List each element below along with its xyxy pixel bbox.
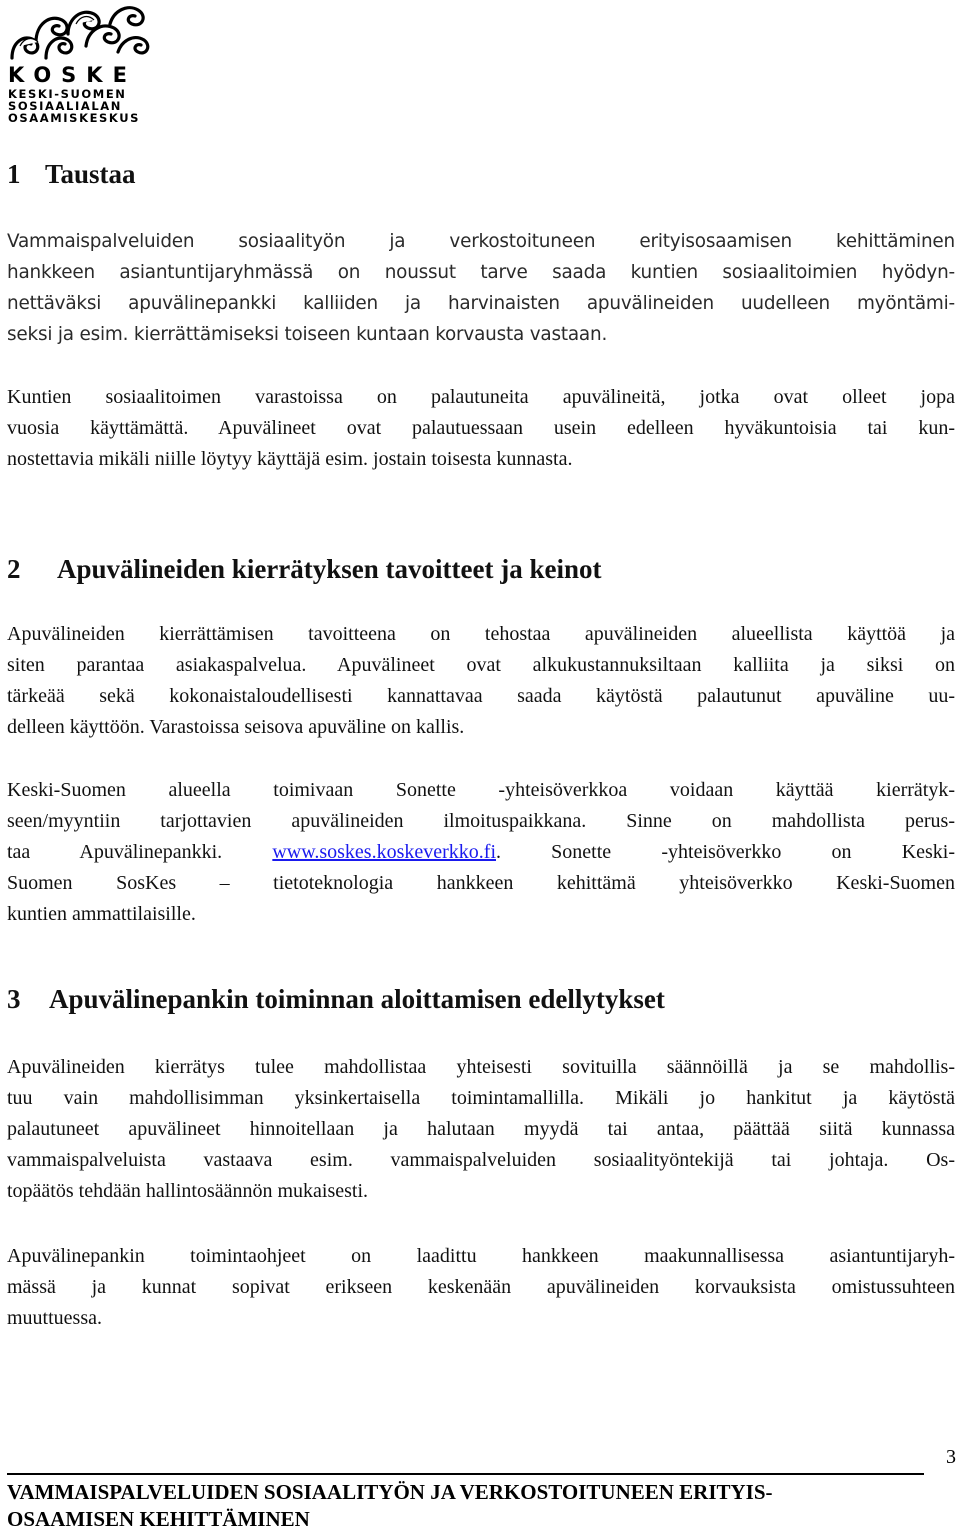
section-heading-1 <box>7 158 136 190</box>
logo-subtitle-line-2: SOSIAALIALAN <box>8 99 122 113</box>
text-line: hankkeen asiantuntijaryhmässä on noussut tarve saada kuntien sosiaalitoimien hyödyn- <box>7 262 955 283</box>
text-line <box>7 837 955 868</box>
logo-name: KOSKE <box>8 63 137 87</box>
section-title: Apuvälineiden kierrätyksen tavoitteet ja keinot <box>57 554 602 584</box>
section-heading-3 <box>7 983 665 1015</box>
section-number: 2 <box>7 554 21 584</box>
paragraph <box>7 1241 955 1334</box>
logo-subtitle <box>8 88 140 124</box>
section-heading-2 <box>7 553 601 585</box>
paragraph <box>7 226 955 350</box>
text-line: Kuntien sosiaalitoimen varastoissa on palautuneita apuvälineitä, jotka ovat olleet jopa <box>7 386 955 408</box>
text-line: vuosia käyttämättä. Apuvälineet ovat palautuessaan usein edelleen hyväkuntoisia tai kun- <box>7 417 955 439</box>
text-line: mässä ja kunnat sopivat erikseen keskenään apuvälineiden korvauksista omistussuhteen <box>7 1276 955 1298</box>
text-line: Vammaispalveluiden sosiaalityön ja verkostoituneen erityisosaamisen kehittäminen <box>7 231 955 252</box>
text-line: Apuvälinepankin toimintaohjeet on laadittu hankkeen maakunnallisessa asiantuntijaryh- <box>7 1245 955 1267</box>
soskes-link[interactable]: www.soskes.koskeverkko.fi <box>272 841 496 863</box>
koske-logo <box>6 2 156 126</box>
text-line: siten parantaa asiakaspalvelua. Apuvälineet ovat alkukustannuksiltaan kalliita ja siksi on <box>7 654 955 676</box>
text-line: palautuneet apuvälineet hinnoitellaan ja halutaan myydä tai antaa, päättää siitä kunnassa <box>7 1118 955 1140</box>
text-line: Apuvälineiden kierrättämisen tavoitteena on tehostaa apuvälineiden alueellista käyttöä ja <box>7 623 955 645</box>
text-fragment: taa Apuvälinepankki. <box>7 841 273 863</box>
text-line: nostettavia mikäli niille löytyy käyttäjä esim. jostain toisesta kunnasta. <box>7 448 573 470</box>
text-fragment: . Sonette -yhteisöverkko on Keski- <box>496 841 956 863</box>
section-number: 1 <box>7 159 21 189</box>
section-title: Apuvälinepankin toiminnan aloittamisen edellytykset <box>49 984 665 1014</box>
page-number: 3 <box>946 1446 956 1468</box>
text-line: seen/myyntiin tarjottavien apuvälineiden ilmoituspaikkana. Sinne on mahdollista perus- <box>7 810 955 832</box>
text-line: tärkeää sekä kokonaistaloudellisesti kannattavaa saada käytöstä palautunut apuväline uu- <box>7 685 955 707</box>
text-line: seksi ja esim. kierrättämiseksi toiseen kuntaan korvausta vastaan. <box>7 324 608 345</box>
text-line: Apuvälineiden kierrätys tulee mahdollistaa yhteisesti sovituilla säännöillä ja se mahdollis- <box>7 1056 955 1078</box>
footer-title <box>7 1479 773 1533</box>
text-line: Keski-Suomen alueella toimivaan Sonette -yhteisöverkkoa voidaan käyttää kierrätyk- <box>7 779 955 801</box>
footer-line-1: VAMMAISPALVELUIDEN SOSIAALITYÖN JA VERKOSTOITUNEEN ERITYIS- <box>7 1480 773 1504</box>
text-line: muuttuessa. <box>7 1307 102 1329</box>
text-line: delleen käyttöön. Varastoissa seisova apuväline on kallis. <box>7 716 465 738</box>
paragraph <box>7 1052 955 1207</box>
text-line: Suomen SosKes – tietoteknologia hankkeen kehittämä yhteisöverkko Keski-Suomen <box>7 872 955 894</box>
paragraph <box>7 619 955 743</box>
text-line: tuu vain mahdollisimman yksinkertaisella toimintamallilla. Mikäli jo hankitut ja käytöstä <box>7 1087 955 1109</box>
logo-subtitle-line-3: OSAAMISKESKUS <box>8 111 141 125</box>
text-line: topäätös tehdään hallintosäännön mukaisesti. <box>7 1180 369 1202</box>
logo-subtitle-line-1: KESKI-SUOMEN <box>8 87 127 101</box>
section-title: Taustaa <box>45 159 136 189</box>
footer-divider <box>7 1473 924 1475</box>
section-number: 3 <box>7 984 21 1014</box>
text-line: vammaispalveluista vastaava esim. vammaispalveluiden sosiaalityöntekijä tai johtaja. Os- <box>7 1149 955 1171</box>
logo-swirl-icon <box>6 2 156 64</box>
paragraph <box>7 382 955 475</box>
paragraph <box>7 775 955 930</box>
text-line: kuntien ammattilaisille. <box>7 903 196 925</box>
footer-line-2: OSAAMISEN KEHITTÄMINEN <box>7 1507 310 1531</box>
text-line: nettäväksi apuvälinepankki kalliiden ja harvinaisten apuvälineiden uudelleen myöntämi- <box>7 293 955 314</box>
